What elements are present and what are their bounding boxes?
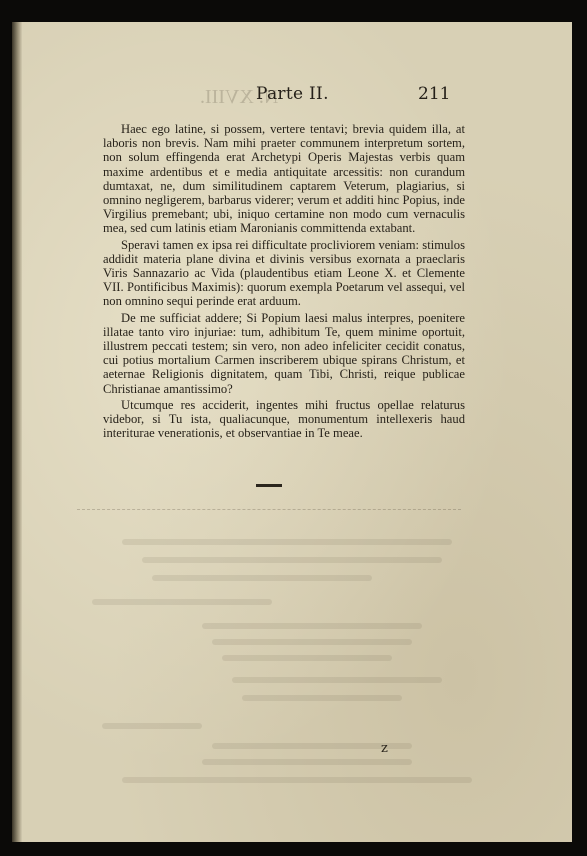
paragraph-1: Haec ego latine, si possem, vertere tentavi; brevia quidem illa, at laboris non brevis. Nam mihi praeter communem interpretum sortem, non solum effingenda erat Archetypi Operis Majestas verbis quam maxime ardentibus et e media antiquitate arcessitis: non curandum dumtaxat, ne, dum similitudinem captarem Veterum, plagiarius, si omnino negligerem, barbarus viderer; verum et additi hinc Popius, inde Virgilius premebant; ubi, iniquo certamine non modo cum vernaculis mea, sed cum latinis etiam Maronianis committenda extabant.	[103, 122, 465, 236]
signature-mark: z	[381, 741, 388, 756]
body-text	[103, 122, 465, 440]
paragraph-2: Speravi tamen ex ipsa rei difficultate procliviorem veniam: stimulos addidit materia plane divina et divinis versibus exornata a praeclaris Viris Sannazario ac Vida (plaudentibus etiam Leone X. et Clemente VII. Pontificibus Maximis): quorum exempla Poetarum vel assequi, vel non omnino sequi perinde erat arduum.	[103, 237, 465, 309]
running-head: Parte II.	[256, 84, 329, 104]
bleed-through-heading: N. XVIII.	[200, 86, 279, 108]
section-end-rule	[256, 484, 282, 487]
page-number: 211	[418, 84, 451, 104]
bleed-through-rule	[77, 509, 461, 510]
page-binding-shadow	[12, 22, 22, 842]
page-header	[12, 84, 572, 114]
book-page	[12, 22, 572, 842]
paragraph-3: De me sufficiat addere; Si Popium laesi malus interpres, poenitere illatae tanto viro injuriae: tum, adhibitum Te, quem minime oportuit, illustrem peccati testem; sin vero, non adeo infeliciter cecidit conatus, cui potius mortalium Carmen inscriberem ubique spirans Christum, et aeternae Religionis dignitatem, quam Tibi, Christi, reique publicae Christianae amantissimo?	[103, 310, 465, 396]
bleed-through-text	[82, 527, 472, 787]
paragraph-4: Utcumque res acciderit, ingentes mihi fructus opellae relaturus videbor, si Tu ista, qualiacunque, monumentum intellexeris haud interiturae venerationis, et observantiae in Te meae.	[103, 397, 465, 441]
